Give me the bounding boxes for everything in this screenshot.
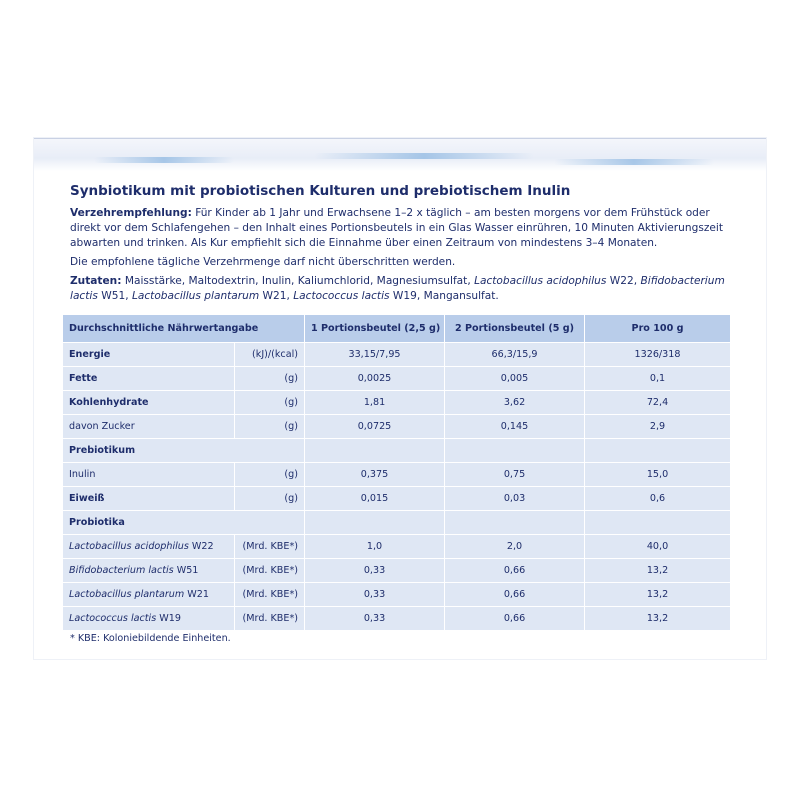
value-one-sachet: 0,015 [305,487,445,511]
light-streak [554,159,714,165]
table-row [63,343,731,367]
strain-code: W51 [173,565,199,576]
value-one-sachet: 0,33 [305,607,445,631]
species-name: Lactobacillus plantarum [69,589,185,600]
row-unit: (g) [235,391,305,415]
value-per-100g: 2,9 [585,415,731,439]
value-one-sachet: 33,15/7,95 [305,343,445,367]
footnote: * KBE: Koloniebildende Einheiten. [70,633,231,644]
header-two-sachets: 2 Portionsbeutel (5 g) [445,315,585,343]
value-per-100g: 40,0 [585,535,731,559]
ingredients-paragraph [70,274,740,304]
row-label: Eiweiß [63,487,235,511]
value-two-sachets: 0,66 [445,583,585,607]
strain-code: W22 [188,541,214,552]
ingredient-species: Lactobacillus acidophilus [474,275,607,287]
table-row [63,607,731,631]
row-label: Energie [63,343,235,367]
ingredients-part: W22, [606,275,641,287]
row-unit: (Mrd. KBE*) [235,559,305,583]
value-per-100g: 13,2 [585,583,731,607]
row-unit: (g) [235,463,305,487]
ingredient-species: Lactococcus lactis [293,290,390,302]
table-row [63,535,731,559]
ingredient-species: Bifidobacterium lactis [70,275,725,302]
value-per-100g: 72,4 [585,391,731,415]
warning-text: Die empfohlene tägliche Verzehrmenge darf nicht überschritten werden. [70,256,456,268]
ingredients-part: Maisstärke, Maltodextrin, Inulin, Kaliumchlorid, Magnesiumsulfat, [121,275,475,287]
row-label: Fette [63,367,235,391]
section-label: Probiotika [63,511,305,535]
row-unit: (kJ)/(kcal) [235,343,305,367]
value-two-sachets: 2,0 [445,535,585,559]
product-heading: Synbiotikum mit probiotischen Kulturen und prebiotischem Inulin [70,183,571,199]
table-row [63,415,731,439]
row-label: Inulin [63,463,235,487]
value-one-sachet: 0,0725 [305,415,445,439]
value-two-sachets: 0,03 [445,487,585,511]
value-two-sachets: 66,3/15,9 [445,343,585,367]
value-two-sachets: 0,66 [445,607,585,631]
table-header-row [63,315,731,343]
value-per-100g: 1326/318 [585,343,731,367]
text-block [70,183,740,304]
header-per-100g: Pro 100 g [585,315,731,343]
row-unit: (Mrd. KBE*) [235,535,305,559]
recommendation-label: Verzehrempfehlung: [70,207,192,219]
nutrition-table [62,314,731,631]
row-unit: (g) [235,415,305,439]
empty-cell [305,511,445,535]
package-top-edge [34,139,766,171]
row-label [63,535,235,559]
recommendation-text: Für Kinder ab 1 Jahr und Erwachsene 1–2 x täglich – am besten morgens vor dem Frühstück oder direkt vor dem Schlafengehen – den Inhalt eines Portionsbeutels in ein Glas Wasser einrühren, 10 Minuten Aktivierungszeit abwarten und trinken. Als Kur empfiehlt sich die Einnahme über einen Zeitraum von mindestens 3–4 Monaten. [70,207,724,249]
row-label: davon Zucker [63,415,235,439]
empty-cell [445,511,585,535]
value-per-100g: 0,6 [585,487,731,511]
row-unit: (g) [235,367,305,391]
row-label [63,583,235,607]
value-per-100g: 13,2 [585,607,731,631]
row-label [63,607,235,631]
empty-cell [305,439,445,463]
value-two-sachets: 0,75 [445,463,585,487]
species-name: Lactobacillus acidophilus [69,541,189,552]
species-name: Lactococcus lactis [69,613,157,624]
header-nutrient: Durchschnittliche Nährwertangabe [63,315,305,343]
value-per-100g: 15,0 [585,463,731,487]
package-panel [34,138,766,659]
row-label [63,559,235,583]
ingredients-part: W51, [97,290,132,302]
light-streak [94,157,234,163]
table-row [63,391,731,415]
light-streak [314,153,534,159]
value-two-sachets: 0,005 [445,367,585,391]
table-row [63,487,731,511]
ingredients-part: W19, Mangansulfat. [389,290,499,302]
section-label: Prebiotikum [63,439,305,463]
value-per-100g: 13,2 [585,559,731,583]
value-one-sachet: 0,33 [305,559,445,583]
table-row [63,367,731,391]
strain-code: W19 [156,613,181,624]
row-unit: (Mrd. KBE*) [235,583,305,607]
ingredients-label: Zutaten: [70,275,122,287]
empty-cell [445,439,585,463]
value-two-sachets: 0,66 [445,559,585,583]
ingredients-part: W21, [259,290,294,302]
value-per-100g: 0,1 [585,367,731,391]
value-one-sachet: 1,81 [305,391,445,415]
value-one-sachet: 0,0025 [305,367,445,391]
value-two-sachets: 0,145 [445,415,585,439]
value-one-sachet: 0,375 [305,463,445,487]
table-row [63,583,731,607]
row-unit: (Mrd. KBE*) [235,607,305,631]
value-two-sachets: 3,62 [445,391,585,415]
empty-cell [585,511,731,535]
table-row [63,559,731,583]
header-one-sachet: 1 Portionsbeutel (2,5 g) [305,315,445,343]
ingredient-species: Lactobacillus plantarum [131,290,260,302]
table-row [63,463,731,487]
value-one-sachet: 0,33 [305,583,445,607]
empty-cell [585,439,731,463]
section-row [63,511,731,535]
strain-code: W21 [184,589,209,600]
value-one-sachet: 1,0 [305,535,445,559]
row-label: Kohlenhydrate [63,391,235,415]
recommendation-paragraph [70,206,740,251]
species-name: Bifidobacterium lactis [69,565,174,576]
row-unit: (g) [235,487,305,511]
section-row [63,439,731,463]
